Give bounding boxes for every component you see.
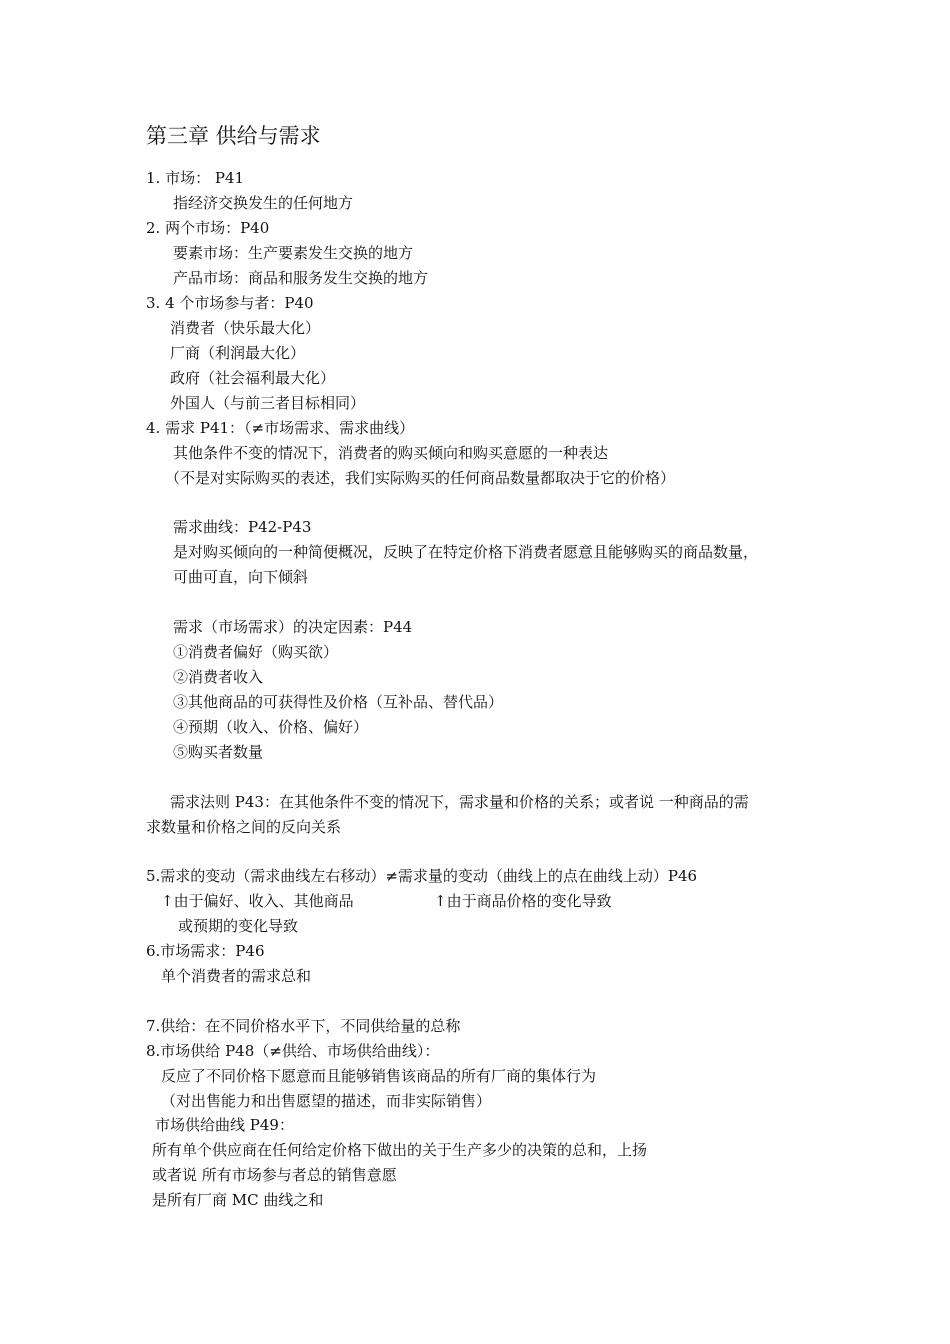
item-4-heading: 4. 需求 P41：（≠市场需求、需求曲线） <box>146 419 415 437</box>
item-3-heading: 3. 4 个市场参与者：P40 <box>146 294 314 312</box>
participant-consumer: 消费者（快乐最大化） <box>170 319 321 337</box>
demand-curve-heading: 需求曲线：P42-P43 <box>173 518 312 536</box>
law-of-demand-line-1: 需求法则 P43：在其他条件不变的情况下，需求量和价格的关系；或者说 一种商品的需 <box>170 793 749 811</box>
market-demand-text: 单个消费者的需求总和 <box>161 967 312 985</box>
law-of-demand-line-2: 求数量和价格之间的反向关系 <box>146 818 342 836</box>
demand-note: （不是对实际购买的表述，我们实际购买的任何商品数量都取决于它的价格） <box>165 469 676 487</box>
market-supply-note: （对出售能力和出售愿望的描述，而非实际销售） <box>161 1092 492 1110</box>
demand-curve-text-1: 是对购买倾向的一种简便概况，反映了在特定价格下消费者愿意且能够购买的商品数量， <box>173 543 759 561</box>
supply-curve-text-1: 所有单个供应商在任何给定价格下做出的关于生产多少的决策的总和，上扬 <box>152 1141 648 1159</box>
participant-government: 政府（社会福利最大化） <box>170 369 336 387</box>
supply-curve-text-3: 是所有厂商 MC 曲线之和 <box>152 1191 324 1209</box>
item-1-heading: 1. 市场： P41 <box>146 169 245 187</box>
participant-firm: 厂商（利润最大化） <box>170 344 306 362</box>
factor-market-text: 要素市场：生产要素发生交换的地方 <box>173 244 414 262</box>
supply-curve-heading: 市场供给曲线 P49： <box>155 1116 294 1134</box>
determinant-2: ②消费者收入 <box>173 668 264 686</box>
chapter-title: 第三章 供给与需求 <box>146 124 321 148</box>
quantity-change-cause: ↑由于商品价格的变化导致 <box>434 892 612 910</box>
demand-definition: 其他条件不变的情况下，消费者的购买倾向和购买意愿的一种表达 <box>173 444 609 462</box>
item-2-heading: 2. 两个市场：P40 <box>146 219 270 237</box>
demand-curve-text-2: 可曲可直，向下倾斜 <box>173 568 309 586</box>
demand-determinants-heading: 需求（市场需求）的决定因素：P44 <box>173 618 413 636</box>
supply-curve-text-2: 或者说 所有市场参与者总的销售意愿 <box>152 1166 397 1184</box>
demand-change-cause-cont: 或预期的变化导致 <box>178 917 299 935</box>
item-7-heading: 7.供给：在不同价格水平下，不同供给量的总称 <box>146 1017 461 1035</box>
determinant-3: ③其他商品的可获得性及价格（互补品、替代品） <box>173 693 504 711</box>
participant-foreigner: 外国人（与前三者目标相同） <box>170 394 366 412</box>
demand-change-cause: ↑由于偏好、收入、其他商品 <box>161 892 354 910</box>
determinant-1: ①消费者偏好（购买欲） <box>173 643 339 661</box>
item-6-heading: 6.市场需求：P46 <box>146 942 265 960</box>
item-5-heading: 5.需求的变动（需求曲线左右移动）≠需求量的变动（曲线上的点在曲线上动）P46 <box>146 867 698 885</box>
product-market-text: 产品市场：商品和服务发生交换的地方 <box>173 269 429 287</box>
determinant-5: ⑤购买者数量 <box>173 743 264 761</box>
item-8-heading: 8.市场供给 P48（≠供给、市场供给曲线）： <box>146 1042 440 1060</box>
determinant-4: ④预期（收入、价格、偏好） <box>173 718 369 736</box>
market-supply-text: 反应了不同价格下愿意而且能够销售该商品的所有厂商的集体行为 <box>161 1067 597 1085</box>
item-1-text: 指经济交换发生的任何地方 <box>173 194 354 212</box>
